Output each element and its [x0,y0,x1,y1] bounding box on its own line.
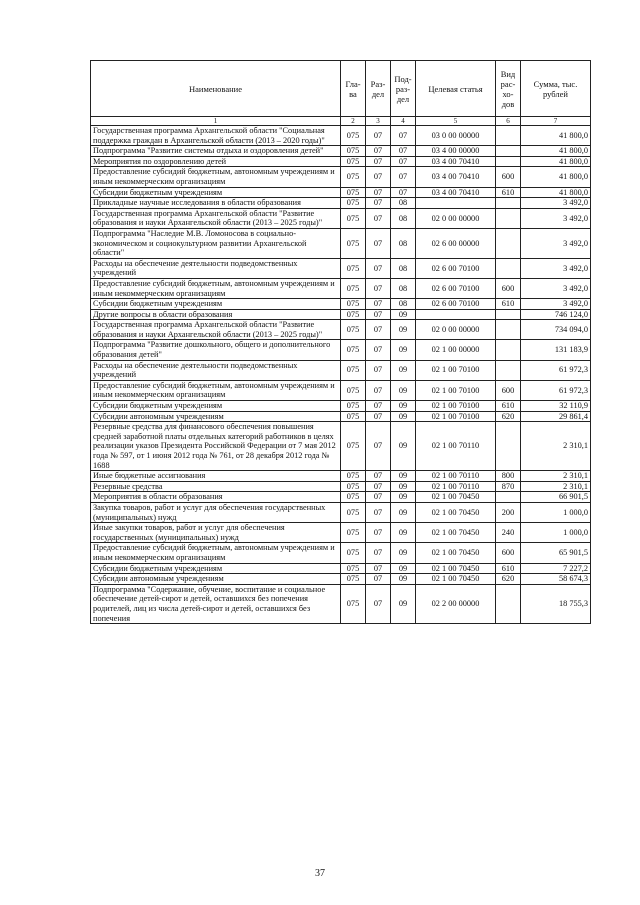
cell-name: Предоставление субсидий бюджетным, автономным учреждениям и иным некоммерческим организациям [91,380,341,400]
cell-name: Подпрограмма "Наследие М.В. Ломоносова в социально-экономическом и социокультурном развитии Архангельской области" [91,228,341,258]
table-row [91,126,591,146]
cell-sum: 3 492,0 [521,228,591,258]
cell-sum: 1 000,0 [521,523,591,543]
table-row [91,492,591,503]
cell-razdel: 07 [366,481,391,492]
cell-target: 02 6 00 00000 [416,228,496,258]
cell-target: 02 1 00 70100 [416,411,496,422]
cell-glava: 075 [341,523,366,543]
cell-vid [496,208,521,228]
cell-glava: 075 [341,258,366,278]
table-row [91,228,591,258]
cell-razdel: 07 [366,309,391,320]
table-row [91,543,591,563]
cell-vid [496,258,521,278]
cell-vid: 620 [496,411,521,422]
cell-target: 02 0 00 00000 [416,208,496,228]
table-row [91,309,591,320]
column-number: 3 [366,117,391,126]
cell-podrazdel: 07 [391,156,416,167]
table-row [91,208,591,228]
cell-podrazdel: 09 [391,574,416,585]
cell-glava: 075 [341,156,366,167]
cell-vid: 240 [496,523,521,543]
cell-podrazdel: 08 [391,299,416,310]
cell-podrazdel: 09 [391,523,416,543]
cell-target: 02 1 00 70110 [416,481,496,492]
cell-glava: 075 [341,422,366,471]
cell-vid [496,146,521,157]
cell-podrazdel: 09 [391,584,416,623]
cell-vid [496,156,521,167]
cell-sum: 2 310,1 [521,471,591,482]
cell-target: 02 0 00 00000 [416,320,496,340]
cell-razdel: 07 [366,574,391,585]
cell-name: Иные закупки товаров, работ и услуг для обеспечения государственных (муниципальных) нужд [91,523,341,543]
cell-podrazdel: 08 [391,198,416,209]
cell-podrazdel: 09 [391,502,416,522]
table-row [91,422,591,471]
table-row [91,320,591,340]
table-row [91,481,591,492]
cell-target: 03 4 00 70410 [416,167,496,187]
cell-podrazdel: 07 [391,187,416,198]
cell-target: 02 6 00 70100 [416,278,496,298]
cell-glava: 075 [341,563,366,574]
cell-name: Закупка товаров, работ и услуг для обеспечения государственных (муниципальных) нужд [91,502,341,522]
cell-glava: 075 [341,471,366,482]
header-glava: Гла- ва [341,61,366,117]
cell-sum: 65 901,5 [521,543,591,563]
cell-razdel: 07 [366,299,391,310]
cell-razdel: 07 [366,422,391,471]
cell-vid: 610 [496,187,521,198]
budget-table [90,60,591,624]
cell-podrazdel: 09 [391,563,416,574]
cell-vid [496,340,521,360]
cell-sum: 746 124,0 [521,309,591,320]
table-header-row [91,61,591,117]
cell-target: 02 1 00 70100 [416,360,496,380]
cell-glava: 075 [341,278,366,298]
cell-podrazdel: 09 [391,481,416,492]
cell-target: 02 1 00 70100 [416,401,496,412]
column-number: 4 [391,117,416,126]
cell-podrazdel: 09 [391,380,416,400]
cell-name: Расходы на обеспечение деятельности подведомственных учреждений [91,258,341,278]
cell-vid [496,492,521,503]
cell-glava: 075 [341,320,366,340]
cell-target: 03 4 00 00000 [416,146,496,157]
cell-razdel: 07 [366,278,391,298]
cell-vid [496,320,521,340]
cell-glava: 075 [341,340,366,360]
cell-name: Подпрограмма "Содержание, обучение, воспитание и социальное обеспечение детей-сирот и детей, оставшихся без попечения родителей, лиц из числа детей-сирот и детей, оставшихся без попечения [91,584,341,623]
header-vid: Вид рас- хо- дов [496,61,521,117]
cell-target: 02 1 00 00000 [416,340,496,360]
table-row [91,340,591,360]
cell-razdel: 07 [366,320,391,340]
table-row [91,471,591,482]
table-row [91,278,591,298]
cell-name: Мероприятия по оздоровлению детей [91,156,341,167]
cell-vid: 600 [496,380,521,400]
cell-podrazdel: 09 [391,411,416,422]
cell-razdel: 07 [366,543,391,563]
cell-name: Подпрограмма "Развитие дошкольного, общего и дополнительного образования детей" [91,340,341,360]
cell-podrazdel: 09 [391,401,416,412]
table-row [91,156,591,167]
cell-podrazdel: 08 [391,228,416,258]
cell-vid: 800 [496,471,521,482]
cell-podrazdel: 09 [391,543,416,563]
table-row [91,299,591,310]
cell-vid [496,198,521,209]
cell-name: Предоставление субсидий бюджетным, автономным учреждениям и иным некоммерческим организациям [91,543,341,563]
cell-vid [496,228,521,258]
cell-name: Субсидии бюджетным учреждениям [91,299,341,310]
cell-glava: 075 [341,574,366,585]
cell-sum: 58 674,3 [521,574,591,585]
cell-name: Субсидии бюджетным учреждениям [91,187,341,198]
cell-sum: 41 800,0 [521,187,591,198]
table-row [91,258,591,278]
cell-razdel: 07 [366,208,391,228]
cell-sum: 66 901,5 [521,492,591,503]
cell-target: 03 4 00 70410 [416,187,496,198]
cell-sum: 7 227,2 [521,563,591,574]
table-row [91,198,591,209]
cell-target: 02 1 00 70450 [416,502,496,522]
table-row [91,563,591,574]
cell-name: Расходы на обеспечение деятельности подведомственных учреждений [91,360,341,380]
cell-razdel: 07 [366,563,391,574]
cell-sum: 3 492,0 [521,258,591,278]
cell-razdel: 07 [366,146,391,157]
cell-razdel: 07 [366,523,391,543]
cell-vid: 200 [496,502,521,522]
cell-glava: 075 [341,481,366,492]
cell-glava: 075 [341,380,366,400]
cell-sum: 41 800,0 [521,156,591,167]
cell-vid [496,360,521,380]
table-row [91,411,591,422]
cell-target: 02 6 00 70100 [416,258,496,278]
cell-podrazdel: 09 [391,309,416,320]
cell-sum: 29 861,4 [521,411,591,422]
cell-target: 02 1 00 70450 [416,543,496,563]
cell-sum: 2 310,1 [521,422,591,471]
cell-glava: 075 [341,146,366,157]
cell-vid: 610 [496,563,521,574]
cell-glava: 075 [341,492,366,503]
cell-target: 03 0 00 00000 [416,126,496,146]
cell-glava: 075 [341,126,366,146]
column-numbers-row [91,117,591,126]
cell-razdel: 07 [366,156,391,167]
cell-sum: 3 492,0 [521,299,591,310]
cell-glava: 075 [341,584,366,623]
cell-name: Субсидии бюджетным учреждениям [91,563,341,574]
column-number: 7 [521,117,591,126]
cell-vid [496,126,521,146]
cell-target [416,309,496,320]
cell-razdel: 07 [366,401,391,412]
cell-target: 02 1 00 70100 [416,380,496,400]
cell-glava: 075 [341,208,366,228]
cell-name: Подпрограмма "Развитие системы отдыха и оздоровления детей" [91,146,341,157]
table-row [91,584,591,623]
cell-podrazdel: 07 [391,126,416,146]
cell-glava: 075 [341,401,366,412]
cell-target [416,198,496,209]
cell-podrazdel: 08 [391,258,416,278]
cell-name: Предоставление субсидий бюджетным, автономным учреждениям и иным некоммерческим организациям [91,278,341,298]
cell-target: 02 1 00 70450 [416,492,496,503]
table-row [91,523,591,543]
table-row [91,502,591,522]
cell-podrazdel: 09 [391,320,416,340]
cell-vid: 600 [496,167,521,187]
cell-glava: 075 [341,167,366,187]
cell-vid: 600 [496,543,521,563]
cell-razdel: 07 [366,411,391,422]
cell-glava: 075 [341,543,366,563]
cell-sum: 3 492,0 [521,208,591,228]
table-row [91,401,591,412]
cell-razdel: 07 [366,471,391,482]
header-target: Целевая статья [416,61,496,117]
cell-target: 02 6 00 70100 [416,299,496,310]
cell-razdel: 07 [366,502,391,522]
cell-razdel: 07 [366,258,391,278]
cell-vid: 620 [496,574,521,585]
table-row [91,380,591,400]
cell-target: 02 2 00 00000 [416,584,496,623]
cell-name: Государственная программа Архангельской области "Социальная поддержка граждан в Архангельской области (2013 – 2020 годы)" [91,126,341,146]
cell-name: Иные бюджетные ассигнования [91,471,341,482]
cell-podrazdel: 09 [391,360,416,380]
header-name: Наименование [91,61,341,117]
table-row [91,167,591,187]
table-row [91,360,591,380]
cell-name: Субсидии бюджетным учреждениям [91,401,341,412]
cell-vid [496,422,521,471]
table-row [91,187,591,198]
cell-vid: 600 [496,278,521,298]
cell-sum: 61 972,3 [521,380,591,400]
cell-podrazdel: 07 [391,167,416,187]
table-row [91,574,591,585]
cell-podrazdel: 09 [391,422,416,471]
cell-podrazdel: 07 [391,146,416,157]
header-razdel: Раз- дел [366,61,391,117]
cell-name: Предоставление субсидий бюджетным, автономным учреждениям и иным некоммерческим организациям [91,167,341,187]
cell-glava: 075 [341,411,366,422]
cell-podrazdel: 09 [391,471,416,482]
cell-sum: 1 000,0 [521,502,591,522]
cell-razdel: 07 [366,228,391,258]
cell-sum: 18 755,3 [521,584,591,623]
cell-vid: 610 [496,299,521,310]
cell-podrazdel: 09 [391,492,416,503]
cell-razdel: 07 [366,167,391,187]
cell-razdel: 07 [366,187,391,198]
cell-sum: 41 800,0 [521,146,591,157]
cell-razdel: 07 [366,584,391,623]
cell-sum: 41 800,0 [521,126,591,146]
cell-name: Субсидии автономным учреждениям [91,411,341,422]
cell-sum: 41 800,0 [521,167,591,187]
cell-razdel: 07 [366,198,391,209]
cell-name: Государственная программа Архангельской области "Развитие образования и науки Архангельской области (2013 – 2025 годы)" [91,320,341,340]
cell-razdel: 07 [366,340,391,360]
cell-name: Субсидии автономным учреждениям [91,574,341,585]
cell-name: Мероприятия в области образования [91,492,341,503]
cell-vid [496,309,521,320]
cell-glava: 075 [341,299,366,310]
cell-glava: 075 [341,360,366,380]
column-number: 1 [91,117,341,126]
cell-razdel: 07 [366,492,391,503]
table-row [91,146,591,157]
column-number: 6 [496,117,521,126]
cell-sum: 734 094,0 [521,320,591,340]
column-number: 2 [341,117,366,126]
cell-sum: 32 110,9 [521,401,591,412]
cell-glava: 075 [341,198,366,209]
cell-sum: 61 972,3 [521,360,591,380]
cell-sum: 131 183,9 [521,340,591,360]
cell-vid: 610 [496,401,521,412]
table-body [91,126,591,624]
cell-target: 02 1 00 70110 [416,471,496,482]
cell-name: Прикладные научные исследования в области образования [91,198,341,209]
cell-podrazdel: 09 [391,340,416,360]
cell-target: 02 1 00 70450 [416,523,496,543]
column-number: 5 [416,117,496,126]
cell-vid [496,584,521,623]
cell-vid: 870 [496,481,521,492]
cell-glava: 075 [341,309,366,320]
page-number: 37 [315,868,325,879]
cell-glava: 075 [341,187,366,198]
cell-name: Государственная программа Архангельской области "Развитие образования и науки Архангельской области (2013 – 2025 годы)" [91,208,341,228]
cell-sum: 3 492,0 [521,278,591,298]
cell-sum: 3 492,0 [521,198,591,209]
cell-name: Резервные средства для финансового обеспечения повышения средней заработной платы отдельных категорий работников в целях реализации указов Президента Российской Федерации от 7 мая 2012 года № 597, от 1 июня 2012 года № 761, от 28 декабря 2012 года № 1688 [91,422,341,471]
cell-razdel: 07 [366,380,391,400]
cell-razdel: 07 [366,360,391,380]
cell-target: 03 4 00 70410 [416,156,496,167]
cell-glava: 075 [341,228,366,258]
cell-podrazdel: 08 [391,208,416,228]
cell-glava: 075 [341,502,366,522]
cell-target: 02 1 00 70110 [416,422,496,471]
header-podrazdel: Под- раз- дел [391,61,416,117]
cell-name: Резервные средства [91,481,341,492]
cell-podrazdel: 08 [391,278,416,298]
cell-razdel: 07 [366,126,391,146]
cell-name: Другие вопросы в области образования [91,309,341,320]
header-sum: Сумма, тыс. рублей [521,61,591,117]
cell-target: 02 1 00 70450 [416,574,496,585]
cell-target: 02 1 00 70450 [416,563,496,574]
cell-sum: 2 310,1 [521,481,591,492]
